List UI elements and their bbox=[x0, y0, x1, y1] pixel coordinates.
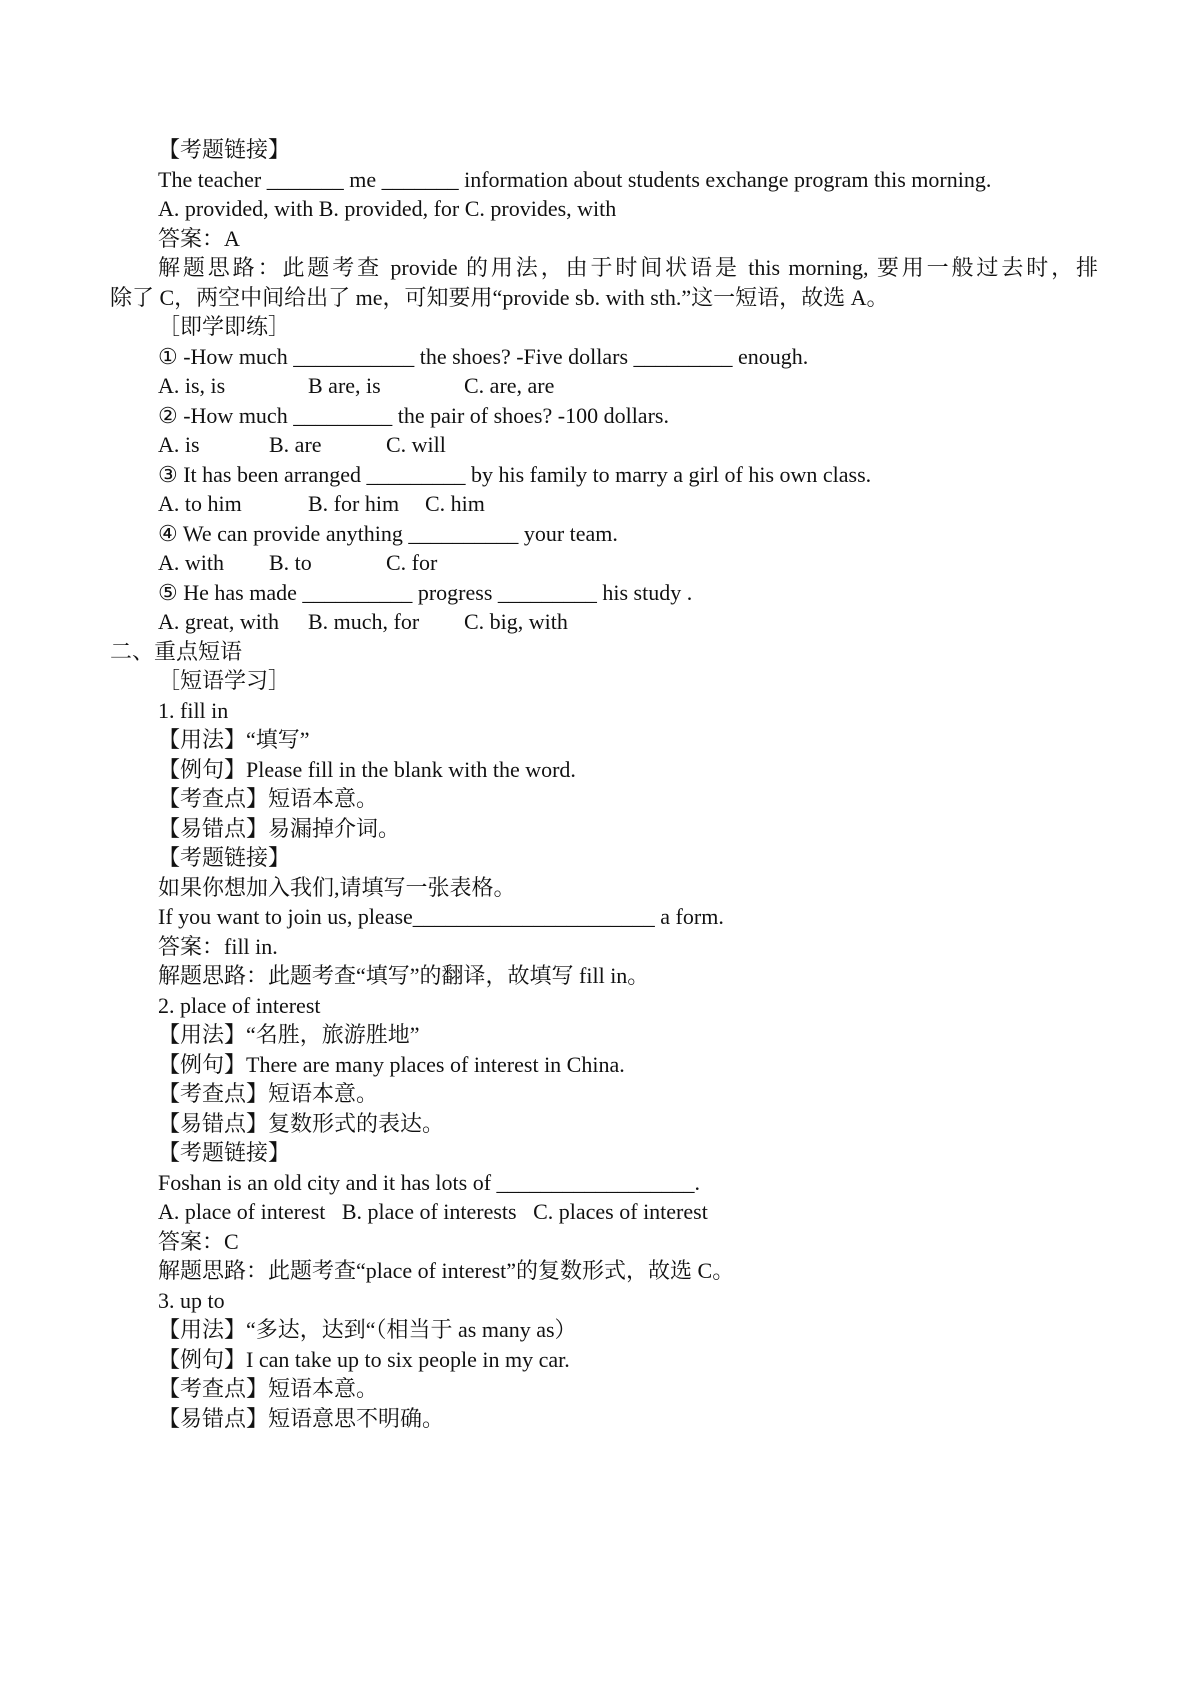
usage-line: 【用法】“多达，达到“（相当于 as many as） bbox=[158, 1317, 577, 1342]
question-sentence: Foshan is an old city and it has lots of __________________. bbox=[158, 1170, 701, 1195]
explanation-line: 解题思路：此题考查“填写”的翻译，故填写 fill in。 bbox=[158, 963, 650, 988]
option-b: B are, is bbox=[308, 373, 381, 398]
option-c: C. big, with bbox=[464, 609, 568, 634]
question-sentence: If you want to join us, please______________________ a form. bbox=[158, 904, 724, 929]
answer-options: A. provided, with B. provided, for C. provides, with bbox=[158, 196, 617, 221]
practice-question-3: ③ It has been arranged _________ by his family to marry a girl of his own class. bbox=[158, 462, 872, 487]
option-b: B. for him bbox=[308, 491, 400, 516]
example-line: 【例句】There are many places of interest in China. bbox=[158, 1052, 625, 1077]
option-c: C. for bbox=[386, 550, 438, 575]
exam-link-heading: 【考题链接】 bbox=[158, 1140, 291, 1165]
example-line: 【例句】I can take up to six people in my car. bbox=[158, 1347, 570, 1372]
practice-options-1 bbox=[158, 370, 555, 402]
answer-options: A. place of interest B. place of interests C. places of interest bbox=[158, 1199, 708, 1224]
practice-options-4 bbox=[158, 547, 438, 579]
phrase-title-1: 1. fill in bbox=[158, 698, 229, 723]
practice-heading: ［即学即练］ bbox=[158, 314, 291, 339]
option-a: A. is, is bbox=[158, 373, 226, 398]
option-c: C. are, are bbox=[464, 373, 555, 398]
answer-line: 答案：A bbox=[158, 226, 240, 251]
test-point-line: 【考查点】短语本意。 bbox=[158, 786, 379, 811]
option-a: A. to him bbox=[158, 491, 242, 516]
test-point-line: 【考查点】短语本意。 bbox=[158, 1081, 379, 1106]
option-c: C. him bbox=[425, 491, 485, 516]
error-prone-line: 【易错点】复数形式的表达。 bbox=[158, 1111, 445, 1136]
option-a: A. with bbox=[158, 550, 224, 575]
error-prone-line: 【易错点】易漏掉介词。 bbox=[158, 816, 401, 841]
exam-link-heading: 【考题链接】 bbox=[158, 845, 291, 870]
option-b: B. are bbox=[269, 432, 322, 457]
practice-question-4: ④ We can provide anything __________ your team. bbox=[158, 521, 618, 546]
phrase-study-heading: ［短语学习］ bbox=[158, 668, 291, 693]
practice-options-3 bbox=[158, 488, 485, 520]
phrase-title-2: 2. place of interest bbox=[158, 993, 321, 1018]
practice-question-2: ② -How much _________ the pair of shoes? -100 dollars. bbox=[158, 403, 669, 428]
practice-options-5 bbox=[158, 606, 568, 638]
practice-question-1: ① -How much ___________ the shoes? -Five dollars _________ enough. bbox=[158, 344, 809, 369]
explanation-line: 解题思路：此题考查“place of interest”的复数形式，故选 C。 bbox=[158, 1258, 735, 1283]
answer-line: 答案：fill in. bbox=[158, 934, 278, 959]
option-c: C. will bbox=[386, 432, 446, 457]
practice-options-2 bbox=[158, 429, 446, 461]
chinese-prompt: 如果你想加入我们,请填写一张表格。 bbox=[158, 875, 516, 900]
option-b: B. to bbox=[269, 550, 312, 575]
answer-line: 答案：C bbox=[158, 1229, 239, 1254]
usage-line: 【用法】“名胜，旅游胜地” bbox=[158, 1022, 420, 1047]
practice-question-5: ⑤ He has made __________ progress _________ his study . bbox=[158, 580, 693, 605]
option-b: B. much, for bbox=[308, 609, 420, 634]
option-a: A. is bbox=[158, 432, 200, 457]
section-heading-exam-link: 【考题链接】 bbox=[158, 137, 291, 162]
explanation-line-1: 解题思路：此题考查 provide 的用法，由于时间状语是 this morning, 要用一般过去时，排 bbox=[158, 255, 1098, 280]
option-a: A. great, with bbox=[158, 609, 279, 634]
explanation-line-2: 除了 C，两空中间给出了 me，可知要用“provide sb. with sth.”这一短语，故选 A。 bbox=[110, 285, 889, 310]
question-sentence: The teacher _______ me _______ information about students exchange program this morning. bbox=[158, 167, 992, 192]
section-title-key-phrases: 二、重点短语 bbox=[110, 639, 243, 664]
test-point-line: 【考查点】短语本意。 bbox=[158, 1376, 379, 1401]
phrase-title-3: 3. up to bbox=[158, 1288, 225, 1313]
error-prone-line: 【易错点】短语意思不明确。 bbox=[158, 1406, 445, 1431]
usage-line: 【用法】“填写” bbox=[158, 727, 310, 752]
example-line: 【例句】Please fill in the blank with the word. bbox=[158, 757, 576, 782]
